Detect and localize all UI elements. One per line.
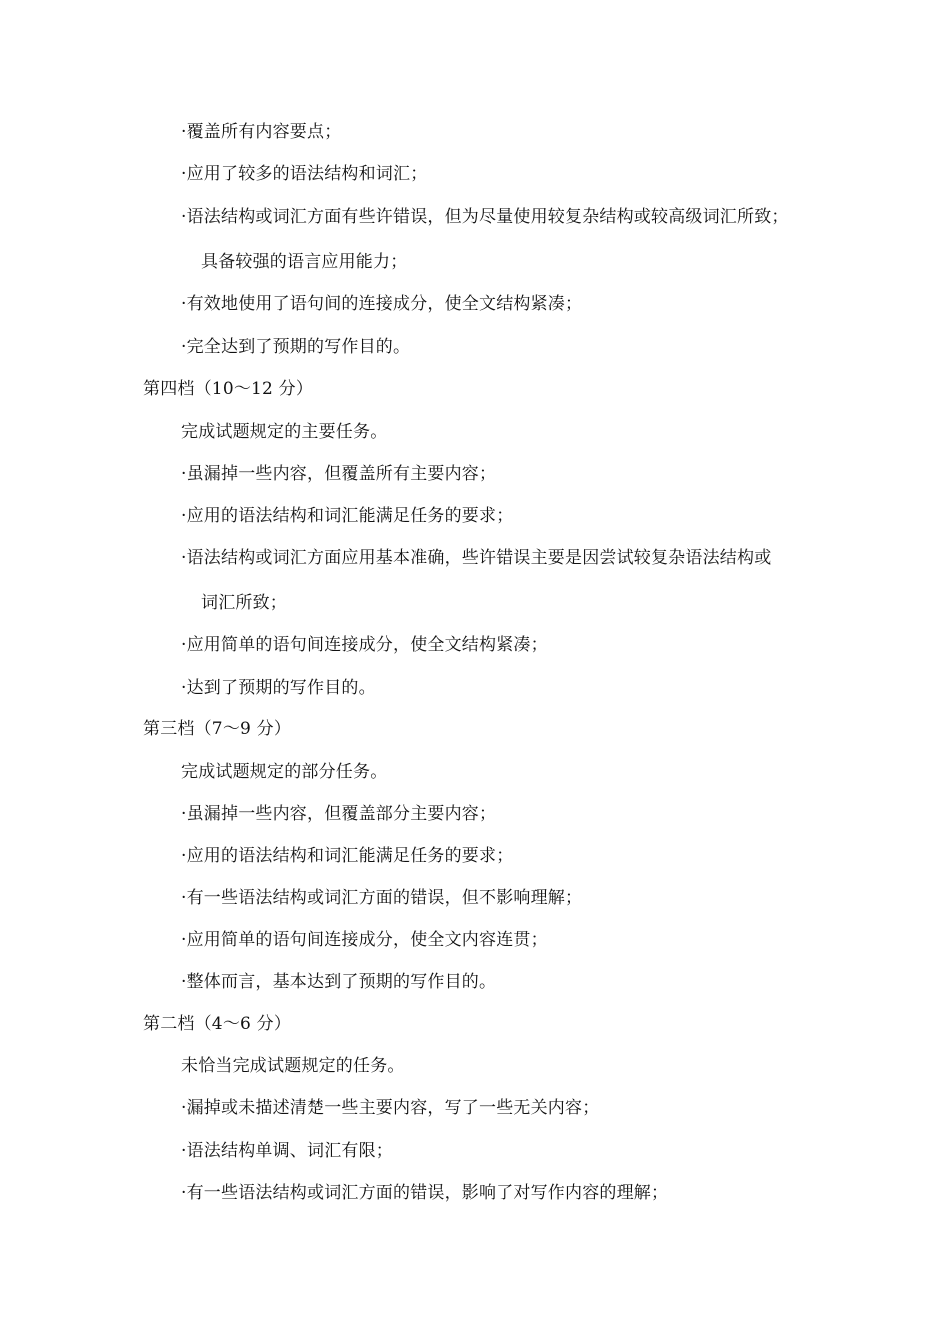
criterion-item: ·有效地使用了语句间的连接成分，使全文结构紧凑； bbox=[181, 294, 583, 314]
criterion-item-continuation: 词汇所致； bbox=[201, 593, 287, 613]
criterion-item: ·虽漏掉一些内容，但覆盖所有主要内容； bbox=[181, 464, 497, 484]
tier-heading: 第四档（10～12 分） bbox=[143, 379, 314, 399]
criterion-item: ·达到了预期的写作目的。 bbox=[181, 678, 376, 698]
criterion-item: ·有一些语法结构或词汇方面的错误，但不影响理解； bbox=[181, 888, 583, 908]
criterion-item: ·虽漏掉一些内容，但覆盖部分主要内容； bbox=[181, 804, 497, 824]
criterion-item: ·语法结构或词汇方面应用基本准确，些许错误主要是因尝试较复杂语法结构或 bbox=[181, 548, 772, 568]
criterion-item: ·整体而言，基本达到了预期的写作目的。 bbox=[181, 972, 497, 992]
criterion-item: ·漏掉或未描述清楚一些主要内容，写了一些无关内容； bbox=[181, 1098, 600, 1118]
tier-heading: 第三档（7～9 分） bbox=[143, 719, 292, 739]
criterion-item-continuation: 具备较强的语言应用能力； bbox=[201, 252, 408, 272]
tier-intro: 未恰当完成试题规定的任务。 bbox=[181, 1056, 405, 1076]
criterion-item: ·完全达到了预期的写作目的。 bbox=[181, 337, 411, 357]
criterion-item: ·应用了较多的语法结构和词汇； bbox=[181, 164, 428, 184]
criterion-item: ·有一些语法结构或词汇方面的错误，影响了对写作内容的理解； bbox=[181, 1183, 669, 1203]
criterion-item: ·语法结构单调、词汇有限； bbox=[181, 1141, 394, 1161]
tier-intro: 完成试题规定的部分任务。 bbox=[181, 762, 388, 782]
criterion-item: ·应用简单的语句间连接成分，使全文内容连贯； bbox=[181, 930, 548, 950]
tier-intro: 完成试题规定的主要任务。 bbox=[181, 422, 388, 442]
criterion-item: ·应用简单的语句间连接成分，使全文结构紧凑； bbox=[181, 635, 548, 655]
criterion-item: ·语法结构或词汇方面有些许错误，但为尽量使用较复杂结构或较高级词汇所致； bbox=[181, 207, 789, 227]
criterion-item: ·覆盖所有内容要点； bbox=[181, 122, 342, 142]
criterion-item: ·应用的语法结构和词汇能满足任务的要求； bbox=[181, 506, 514, 526]
tier-heading: 第二档（4～6 分） bbox=[143, 1014, 292, 1034]
criterion-item: ·应用的语法结构和词汇能满足任务的要求； bbox=[181, 846, 514, 866]
